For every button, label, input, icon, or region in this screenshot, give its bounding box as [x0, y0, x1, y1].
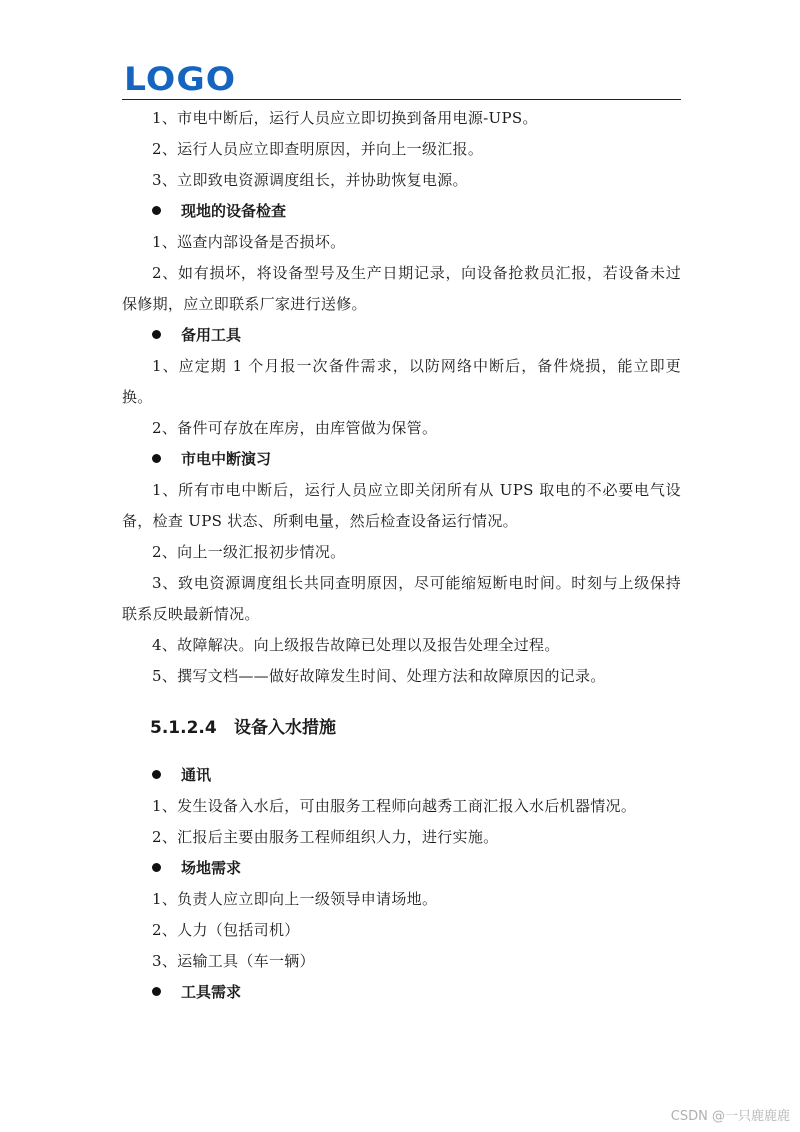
watermark: CSDN @一只鹿鹿鹿 [670, 1109, 790, 1124]
paragraph: 1、巡查内部设备是否损坏。 [152, 233, 346, 251]
section-title: 设备入水措施 [234, 718, 336, 738]
paragraph: 1、应定期 1 个月报一次备件需求，以防网络中断后，备件烧损，能立即更换。 [122, 357, 681, 406]
bullet-heading [122, 196, 681, 227]
bullet-dot-icon [152, 330, 161, 339]
bullet-heading-text: 现地的设备检查 [181, 202, 287, 220]
bullet-dot-icon [152, 863, 161, 872]
paragraph: 1、所有市电中断后，运行人员应立即关闭所有从 UPS 取电的不必要电气设备，检查 UPS 状态、所剩电量，然后检查设备运行情况。 [122, 481, 681, 530]
paragraph: 4、故障解决。向上级报告故障已处理以及报告处理全过程。 [152, 636, 560, 654]
paragraph: 2、备件可存放在库房，由库管做为保管。 [152, 419, 438, 437]
paragraph: 3、致电资源调度组长共同查明原因，尽可能缩短断电时间。时刻与上级保持联系反映最新情况。 [122, 574, 681, 623]
section-number: 5.1.2.4 [150, 718, 217, 738]
paragraph: 1、市电中断后，运行人员应立即切换到备用电源-UPS。 [152, 109, 538, 127]
bullet-heading [122, 977, 681, 1008]
paragraph: 3、运输工具（车一辆） [152, 952, 315, 970]
bullet-dot-icon [152, 987, 161, 996]
bullet-heading [122, 444, 681, 475]
paragraph: 2、如有损坏，将设备型号及生产日期记录，向设备抢救员汇报，若设备未过保修期，应立即联系厂家进行送修。 [122, 264, 681, 313]
bullet-dot-icon [152, 206, 161, 215]
paragraph: 2、向上一级汇报初步情况。 [152, 543, 346, 561]
section-heading [150, 714, 681, 742]
header-divider [122, 99, 681, 100]
paragraph: 2、汇报后主要由服务工程师组织人力，进行实施。 [152, 828, 499, 846]
paragraph: 3、立即致电资源调度组长，并协助恢复电源。 [152, 171, 468, 189]
bullet-dot-icon [152, 770, 161, 779]
bullet-heading-text: 工具需求 [181, 983, 242, 1001]
document-body [122, 103, 681, 1008]
paragraph: 2、人力（包括司机） [152, 921, 300, 939]
bullet-heading-text: 备用工具 [181, 326, 242, 344]
paragraph: 5、撰写文档——做好故障发生时间、处理方法和故障原因的记录。 [152, 667, 606, 685]
paragraph: 1、负责人应立即向上一级领导申请场地。 [152, 890, 438, 908]
logo: LOGO [124, 60, 237, 98]
bullet-heading-text: 市电中断演习 [181, 450, 272, 468]
bullet-heading-text: 场地需求 [181, 859, 242, 877]
bullet-heading [122, 760, 681, 791]
bullet-dot-icon [152, 454, 161, 463]
bullet-heading [122, 853, 681, 884]
bullet-heading [122, 320, 681, 351]
paragraph: 2、运行人员应立即查明原因，并向上一级汇报。 [152, 140, 484, 158]
paragraph: 1、发生设备入水后，可由服务工程师向越秀工商汇报入水后机器情况。 [152, 797, 637, 815]
bullet-heading-text: 通讯 [181, 766, 212, 784]
